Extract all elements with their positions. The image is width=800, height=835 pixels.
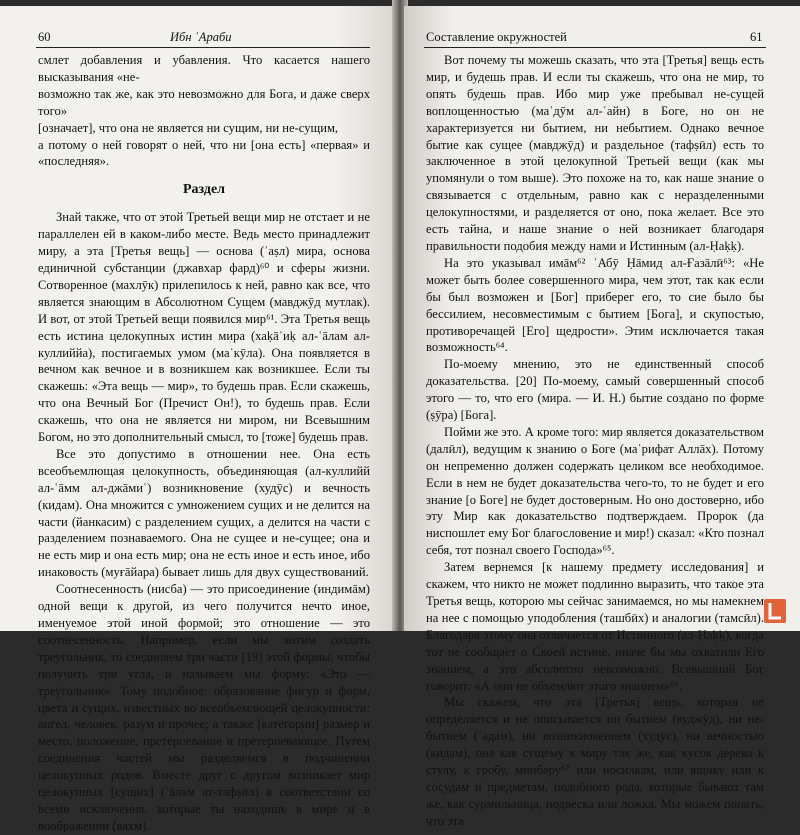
- paragraph: Соотнесенность (нисба) — это присоединение (индимāм) одной вещи к другой, из чего получится нечто иное, именуемое этой иной формой; это отношение — это соотнесенность. Например, если мы хотим создать треугольник, то соединяем три части [19] этой формы, чтобы получить три угла, и называем мы форму: «Это — треугольник». Тому подобное: образование фигур и форм, цвета и сущих, известных во всеобъемлющей целокупности: ангел, человек, разум и прочее; а также [категории] размер и место, положение, претерпевание и претерпевающее. Путем соединения частей мы разделяемся в подчинении целокупных родов. Вместе друг с другом возникает мир целокупных [сущих] (ʿāлам ат-тафṣӣл) в соответствии со всеми исключения, которые ты находишь в мире и в воображении (вахм).: [38, 582, 370, 833]
- left-paragraphs: [38, 209, 370, 835]
- paragraph: Мы скажем, что эта [Третья] вещь, которая не определяется и не описывается ни бытием (вуджӯд), ни не-бытием (ʿадам), ни возникновением (худӯс), ни вечностью (кидам), она как сущему к миру так же, как кусок дерева к стулу, к гробу, минбару⁶⁷ или носилкам, или ящику или к сосудам и предметам, подобного рода, которые бывают там же, как сурмильница, подвеска или ложка. Мы можем понять, что эта: [426, 695, 764, 828]
- paragraph: Затем вернемся [к нашему предмету исследования] и скажем, что никто не может подлинно выразить, что такое эта Третья вещь, которою мы сейчас занимаемся, но мы намекнем на нее с помощью уподобления (ташбӣх) и аналогии (тамсӣл). Благодаря этому она отличается от Истинного (ал-Ḥаḳḳ), когда тот не сообщает о Своей истине, иначе бы мы охватили Его знанием, а это абсолютно невозможно. Всевышний Бог говорит: «А они не объемлют этого знанием»⁶⁶.: [426, 560, 764, 693]
- running-header-right: Составление окружностей: [426, 30, 567, 44]
- text-line: смлет добавления и убавления. Что касается нашего высказывания «не-: [38, 53, 370, 84]
- paragraph: Знай также, что от этой Третьей вещи мир не отстает и не параллелен ей в каком-либо месте. Ведь место принадлежит миру, а эта [Третья вещь] — основа (ʾаṣл) мира, основа единичной субстанции (джавхар фард)⁶⁰ и сферы жизни. Сотворенное (махлӯк) прилепилось к ней, равно как все, что является знающим в Абсолютном Сущем (мавджӯд мутлак). И вот, от этой Третьей вещи появился мир⁶¹. Эта Третья вещь есть истина целокупных истин мира (хаḳāʾиḳ ал-ʿāлам ал-куллиййа), постигаемых умом (маʿкӯла). Она появляется в вечном как вечное и в возникшем как возникшее. Если ты скажешь: «Эта вещь — мир», то будешь прав. Если скажешь, что она Вечный Бог (Пречист Он!), то будешь прав. Если скажешь, что она не является ни миром, ни Всевышним Богом, но это дополнительный смысл, то [тоже] будешь прав.: [38, 210, 370, 445]
- paragraph: Пойми же это. А кроме того: мир является доказательством (далӣл), ведущим к знанию о Боге (маʿрифат Аллāх). Потому он непременно должен содержать целиком все необходимое. Если в нем не будет доказательства чего-то, то не будет и его знание [о Боге] не будет достоверным. Но оно достоверно, ибо эту Мир как доказательство подтверждаем. Пророк (да ниспошлет ему Бог благословение и мир!) сказал: «Кто познал себя, тот познал своего Господа»⁶⁵.: [426, 424, 764, 558]
- left-page: [0, 6, 396, 833]
- text-line: а потому о ней говорят о ней, что ни [она есть] «первая» и «последняя».: [38, 137, 370, 169]
- header-rule-right: [424, 47, 766, 48]
- header-rule-left: [36, 47, 370, 48]
- section-heading: Раздел: [182, 182, 226, 198]
- right-page: [404, 6, 800, 828]
- right-page-text: [426, 52, 764, 830]
- paragraph: По-моему мнению, это не единственный способ доказательства. [20] По-моему, самый совершенный способ этого — то, что его (мира. — И. Н.) бытие создано по форме (ṣӯра) [Бога].: [426, 357, 764, 423]
- text-line: возможно так же, как это невозможно для Бога, и даже сверх того»: [38, 86, 370, 118]
- text-line: [означает], что она не является ни сущим, ни не-сущим,: [38, 120, 339, 135]
- running-header-left: Ибн ʿАраби: [170, 30, 232, 44]
- page-number-left: 60: [38, 30, 51, 44]
- paragraph: Все это допустимо в отношении нее. Она есть всеобъемлющая целокупность, объединяющая (ал-куллийй ал-ʿāмм ал-джāмиʿ) возникновение (худӯс) и вечность (кидам). Она множится с умножением сущих и не делится на части (йанкасим) с разделением сущих, а делится на части с разделением познаваемого. Она не сущее и не-сущее; она и не есть мир и она есть мир; она не есть иное и есть иное, ибо инаковость (муғāйара) бывает лишь для двух существований.: [38, 446, 370, 580]
- paragraph: Вот почему ты можешь сказать, что эта [Третья] вещь есть мир, и будешь прав. И если ты скажешь, что она не мир, то опять будешь прав. Ибо мир уже пребывал не-сущей воплощенностью (маʿдӯм ал-ʿайн) в Боге, но он не характеризуется ни бытием, ни небытием. Однако вечное бытие как сущее (мавджӯд) и раздельное (тафṣӣл) есть то заключенное в этой целокупной Третьей вещи (как мы упомянули о том выше). Это похоже на то, как наше знание о связывается с отдельным, равно как с неразделенными целокупностями, и разделяется от оно, пока желает. Все это есть тайна, и наше знание о ней возникает благодаря правильности подобия между нами и Истинным (ал-Ḥаḳḳ).: [426, 53, 764, 253]
- opening-lines: [38, 52, 370, 170]
- left-page-text: [38, 52, 370, 835]
- litres-logo-icon: [764, 599, 786, 623]
- paragraph: На это указывал имāм⁶² ʾАбӯ Ḥāмид ал-Ғазāлӣ⁶³: «Не может быть более совершенного мира, чем этот, так как если бы был возможен и [Бог] приберег его, то сие было бы бессилием, несовместимым с бытием [Бога], и скупостью, противоречащей [Его] щедрости». Этим исключается такая возможность⁶⁴.: [426, 255, 764, 355]
- page-number-right: 61: [750, 30, 763, 44]
